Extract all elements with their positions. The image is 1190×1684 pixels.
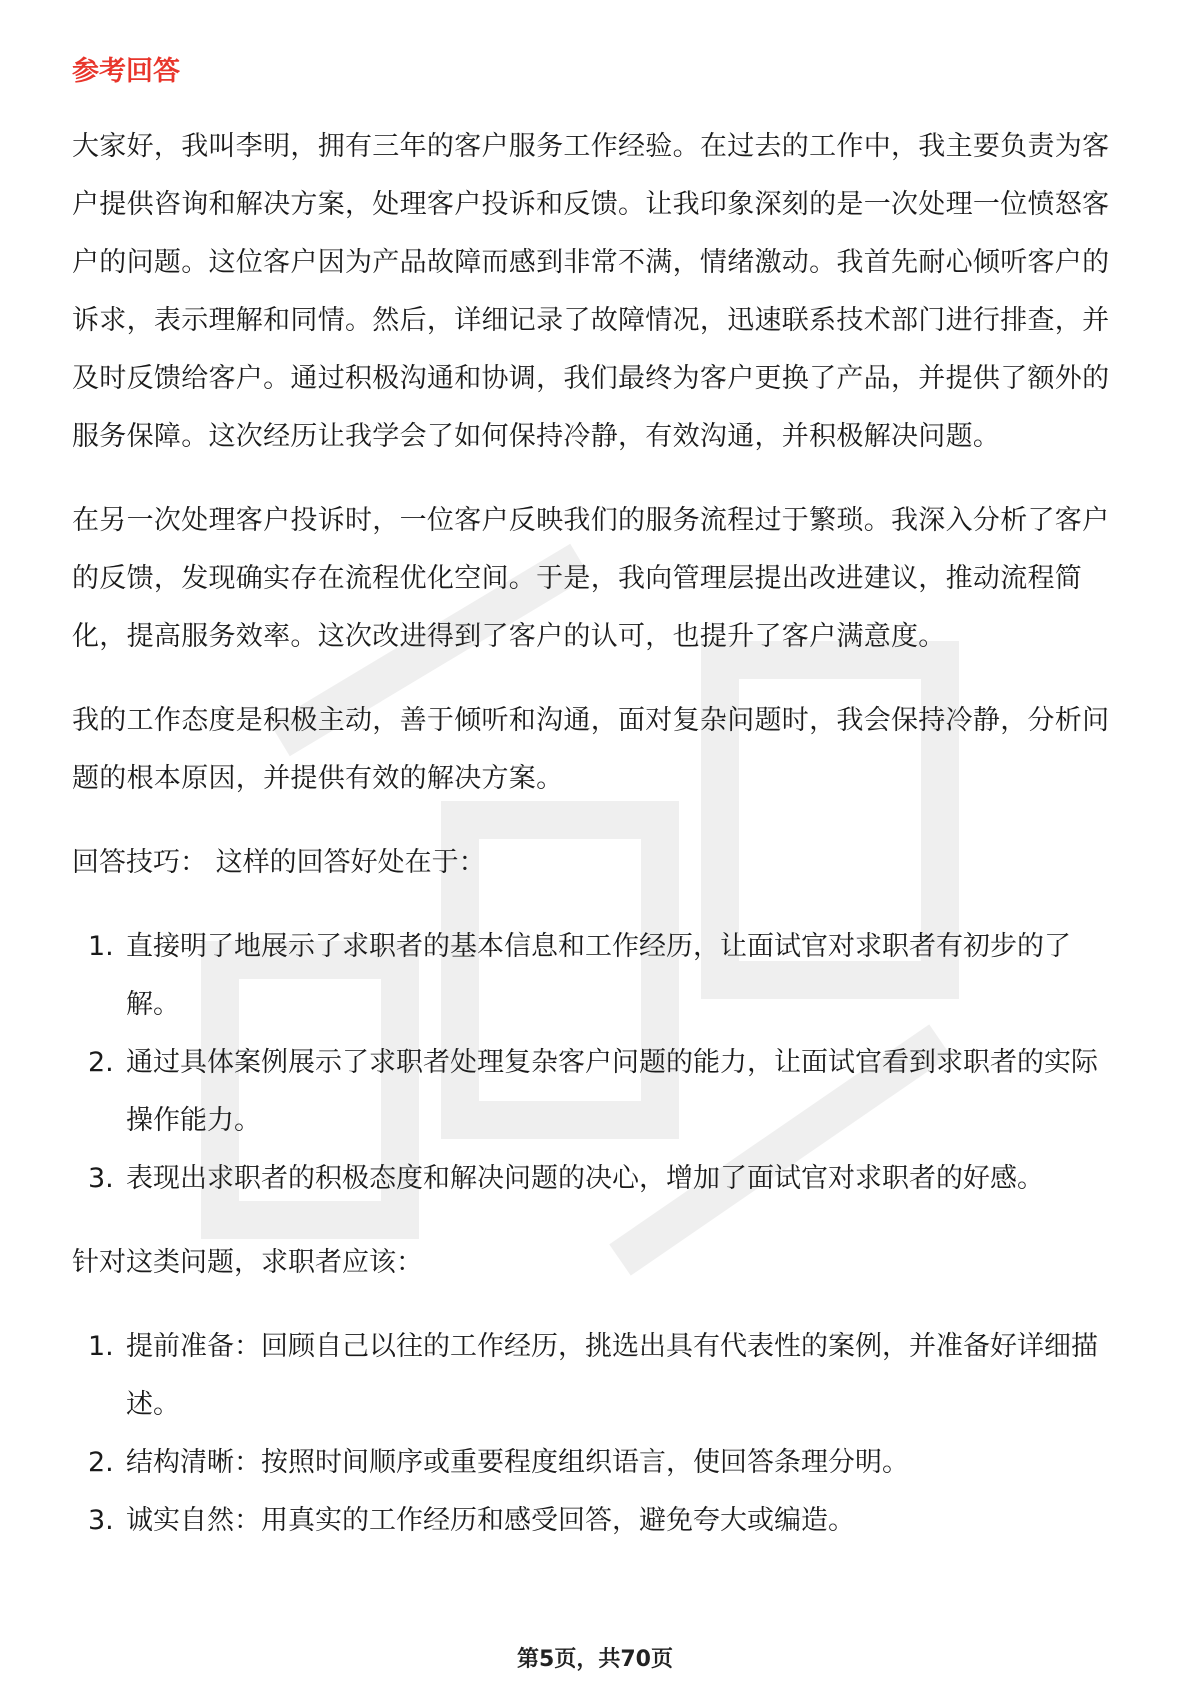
list-item bbox=[72, 1150, 1118, 1208]
section-heading: 参考回答 bbox=[72, 56, 180, 87]
list-text: 诚实自然：用真实的工作经历和感受回答，避免夸大或编造。 bbox=[126, 1505, 855, 1536]
list-number: 1. bbox=[88, 931, 114, 962]
advice-intro: 针对这类问题，求职者应该： bbox=[72, 1247, 423, 1278]
tips-list bbox=[72, 918, 1118, 1208]
page-number: 第5页，共70页 bbox=[517, 1647, 673, 1672]
answer-paragraph-3: 我的工作态度是积极主动，善于倾听和沟通，面对复杂问题时，我会保持冷静，分析问题的根本原因，并提供有效的解决方案。 bbox=[72, 705, 1110, 794]
list-item bbox=[72, 1034, 1118, 1150]
list-text: 表现出求职者的积极态度和解决问题的决心，增加了面试官对求职者的好感。 bbox=[126, 1163, 1044, 1194]
list-text: 通过具体案例展示了求职者处理复杂客户问题的能力，让面试官看到求职者的实际操作能力。 bbox=[126, 1047, 1098, 1136]
list-number: 3. bbox=[88, 1163, 114, 1194]
answer-paragraph-2: 在另一次处理客户投诉时，一位客户反映我们的服务流程过于繁琐。我深入分析了客户的反馈，发现确实存在流程优化空间。于是，我向管理层提出改进建议，推动流程简化，提高服务效率。这次改进得到了客户的认可，也提升了客户满意度。 bbox=[72, 505, 1110, 652]
list-number: 3. bbox=[88, 1505, 114, 1536]
list-number: 2. bbox=[88, 1447, 114, 1478]
list-item bbox=[72, 1434, 1118, 1492]
list-text: 结构清晰：按照时间顺序或重要程度组织语言，使回答条理分明。 bbox=[126, 1447, 909, 1478]
advice-list bbox=[72, 1318, 1118, 1550]
tips-intro: 回答技巧： 这样的回答好处在于： bbox=[72, 847, 486, 878]
list-item bbox=[72, 1318, 1118, 1434]
list-text: 直接明了地展示了求职者的基本信息和工作经历，让面试官对求职者有初步的了解。 bbox=[126, 931, 1071, 1020]
answer-paragraph-1: 大家好，我叫李明，拥有三年的客户服务工作经验。在过去的工作中，我主要负责为客户提供咨询和解决方案，处理客户投诉和反馈。让我印象深刻的是一次处理一位愤怒客户的问题。这位客户因为产品故障而感到非常不满，情绪激动。我首先耐心倾听客户的诉求，表示理解和同情。然后，详细记录了故障情况，迅速联系技术部门进行排查，并及时反馈给客户。通过积极沟通和协调，我们最终为客户更换了产品，并提供了额外的服务保障。这次经历让我学会了如何保持冷静，有效沟通，并积极解决问题。 bbox=[72, 131, 1110, 452]
list-number: 2. bbox=[88, 1047, 114, 1078]
list-text: 提前准备：回顾自己以往的工作经历，挑选出具有代表性的案例，并准备好详细描述。 bbox=[126, 1331, 1098, 1420]
list-number: 1. bbox=[88, 1331, 114, 1362]
list-item bbox=[72, 1492, 1118, 1550]
list-item bbox=[72, 918, 1118, 1034]
document-page bbox=[72, 48, 1118, 1576]
